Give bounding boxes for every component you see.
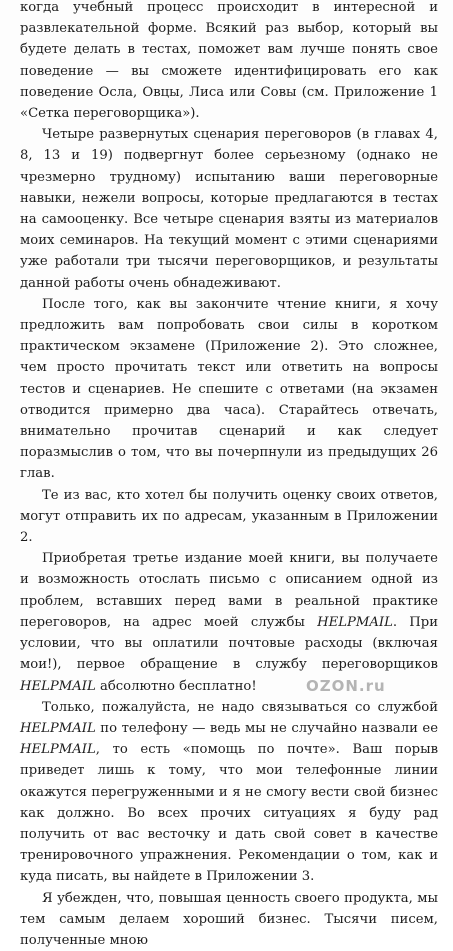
- paragraph-5: Приобретая третье издание моей книги, вы получаете и возможность отослать письмо с описанием одной из проблем, вставших перед вами в реальной практике переговоров, на адрес моей службы HELPMAIL. При условии, что вы оплатили почтовые расходы (включая мои!), первое обращение в службу переговорщиков HELPMAIL абсолютно бесплатно!: [20, 551, 438, 694]
- body-text: [20, 0, 438, 951]
- watermark: OZON.ru: [306, 677, 386, 695]
- paragraph-4: Те из вас, кто хотел бы получить оценку своих ответов, могут отправить их по адресам, указанным в Приложении 2.: [20, 487, 438, 546]
- paragraph-7: Я убежден, что, повышая ценность своего продукта, мы тем самым делаем хороший бизнес. Тысячи писем, полученные мною: [20, 890, 438, 948]
- paragraph-6: Только, пожалуйста, не надо связываться со службой HELPMAIL по телефону — ведь мы не случайно назвали ее HELPMAIL, то есть «помощь по почте». Ваш порыв приведет лишь к тому, что мои телефонные линии окажутся перегруженными и я не смогу вести свой бизнес как должно. Во всех прочих ситуациях я буду рад получить от вас весточку и дать свой совет в качестве тренировочного упражнения. Рекомендации о том, как и куда писать, вы найдете в Приложении 3.: [20, 699, 438, 885]
- paragraph-2: Четыре развернутых сценария переговоров (в главах 4, 8, 13 и 19) подвергнут более серьезному (однако не чрезмерно трудному) испытанию ваши переговорные навыки, нежели вопросы, которые предлагаются в тестах на самооценку. Все четыре сценария взяты из материалов моих семинаров. На текущий момент с этими сценариями уже работали три тысячи переговорщиков, и результаты данной работы очень обнадеживают.: [20, 127, 438, 291]
- paragraph-1: когда учебный процесс происходит в интересной и развлекательной форме. Всякий раз выбор, который вы будете делать в тестах, поможет вам лучше понять свое поведение — вы сможете идентифицировать его как поведение Осла, Овцы, Лиса или Совы (см. Приложение 1 «Сетка переговорщика»).: [20, 0, 438, 122]
- paragraph-3: После того, как вы закончите чтение книги, я хочу предложить вам попробовать свои силы в коротком практическом экзамене (Приложение 2). Это сложнее, чем просто прочитать текст или ответить на вопросы тестов и сценариев. Не спешите с ответами (на экзамен отводится примерно два часа). Старайтесь отвечать, внимательно прочитав сценарий и как следует поразмыслив о том, что вы почерпнули из предыдущих 26 глав.: [20, 296, 438, 482]
